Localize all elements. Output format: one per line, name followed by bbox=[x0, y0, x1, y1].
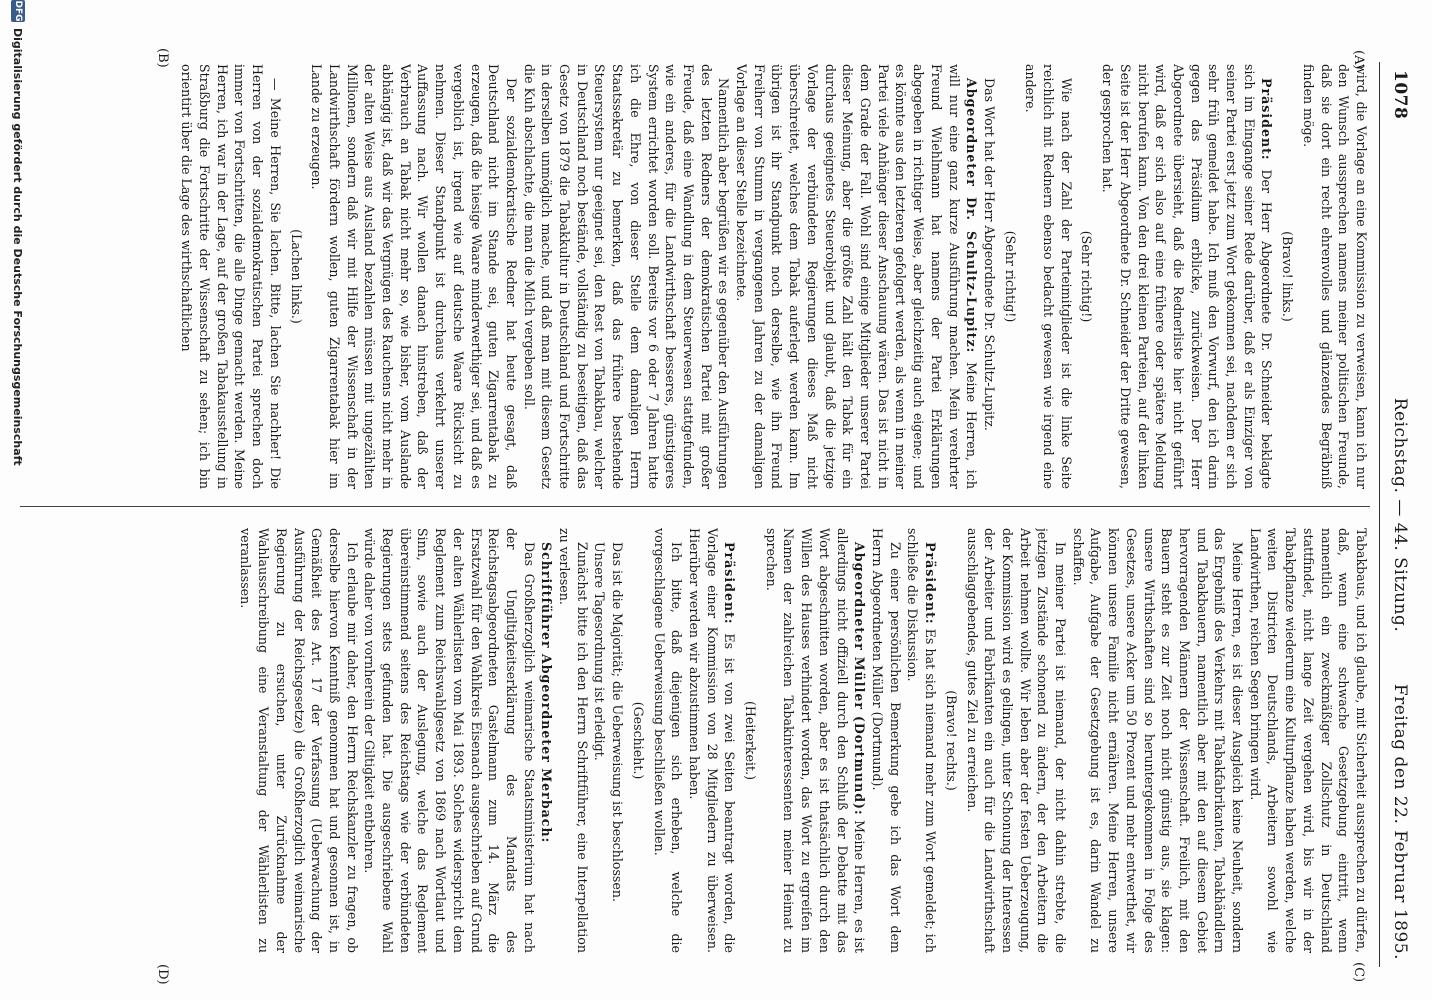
paragraph-text: Wie nach der Zahl der Parteimitglieder ist die linke Seite reichlich mit Rednern ebenso bedacht gewesen wie irgend eine andere. bbox=[1023, 64, 1074, 489]
stage-direction bbox=[1001, 64, 1019, 489]
text-paragraph bbox=[361, 528, 538, 953]
text-paragraph bbox=[1299, 64, 1370, 489]
stage-direction-text: (Sehr richtig!) bbox=[1079, 230, 1095, 323]
stage-direction-text: (Bravo! rechts.) bbox=[943, 690, 959, 791]
text-paragraph bbox=[555, 528, 590, 953]
paragraph-text: Zunächst bitte ich den Herrn Schriftführer, eine Interpellation zu verlesen. bbox=[557, 528, 590, 953]
text-paragraph bbox=[237, 528, 361, 953]
stage-direction bbox=[1078, 64, 1096, 489]
stage-direction bbox=[629, 528, 647, 953]
margin-marker-c: (C) bbox=[1351, 962, 1366, 983]
speech-text: Meine Herren, ich will nur eine ganz kurze Ausführung machen. Mein verehrter Freund Wiehlmann hat namens der Partei Erklärungen abgegeben in richtiger Weise, aber gleichzeitig auch eigene; und es könnte aus den letzteren gefolgert werden, als wenn in meiner Partei viele Anhänger dieser Anschauung wären. Das ist nicht in dem Grade der Fall. Wohl sind einige Mitglieder unserer Partei dieser Meinung, aber die größte Zahl hält den Tabak für ein durchaus geeignetes Steuerobjekt und glaubt, daß die jetzige Vorlage der verbündeten Regierungen dieses Maß nicht überschreitet, welches dem Tabak auferlegt werden kann. Im übrigen ist ihr Standpunkt noch derselbe, wie ihn Freund Freiherr von Stumm in vergangenen Jahren zu der damaligen Vorlage an dieser Stelle bezeichnete. bbox=[734, 64, 980, 489]
digitization-credit bbox=[8, 0, 28, 1000]
speech-paragraph bbox=[538, 528, 556, 953]
paragraph-text: Namentlich aber begrüßen wir es gegenüber den Ausführungen des letzten Redners der demokratischen Partei mit großer Freude, daß eine Wandlung in dem Steuerwesen stattgefunden, wie ein anderes, für die Landwirthschaft besseres, günstigeres System errichtet worden soll. Bereits vor 6 oder 7 Jahren hatte ich die Ehre, von dieser Stelle dem damaligen Herrn Staatssekretär zu bemerken, daß das frühere bestehende Steuersystem nur geeignet sei, den Rest von Tabakbau, welcher in Deutschland noch bestände, vollständig zu beseitigen, daß das Gesetz von 1879 die Tabakkultur in Deutschland und Fortschritte in derselben unmöglich mache, und daß man mit diesem Gesetz die Kuh abschlachte, die man die Milch vergeben soll. bbox=[521, 64, 732, 489]
left-column bbox=[30, 64, 1370, 489]
running-title: Reichstag. — 44. Sitzung. bbox=[1390, 397, 1410, 633]
speech-text: Es ist von zwei Seiten beantragt worden, die Vorlage einer Kommission von 28 Mitgliedern zu überweisen. Hierüber werden wir abzustimmen haben. bbox=[686, 528, 738, 953]
stage-direction-text: (Sehr richtig!) bbox=[1002, 230, 1018, 323]
speech-text: Der Herr Abgeordnete Dr. Schneider beklagte sich im Eingange seiner Rede darüber, daß er als Einziger von seiner Partei erst jetzt zum Wort gekommen sei, nachdem er sich sehr früh gemeldet habe. Ich muß den Vorwurf, den ich darin gegen das Präsidium erblicke, zurückweisen. Der Herr Abgeordnete übersieht, daß die Rednerliste hier nicht geführt wird, daß er sich also auf eine frühere oder spätere Meldung nicht berufen kann. Von den drei kleinen Parteien, auf der linken Seite ist der Herr Abgeordnete Dr. Schneider der Dritte gewesen, der gesprochen hat. bbox=[1100, 64, 1275, 489]
speech-paragraph bbox=[685, 528, 738, 953]
speaker-name: Schriftführer Abgeordneter Merbach: bbox=[539, 542, 555, 844]
stage-direction-text: (Bravo! links.) bbox=[1280, 231, 1296, 322]
stage-direction bbox=[942, 528, 960, 953]
text-paragraph bbox=[608, 528, 626, 953]
speech-paragraph bbox=[762, 528, 868, 953]
text-paragraph bbox=[178, 64, 284, 489]
text-paragraph bbox=[1246, 528, 1370, 953]
paragraph-text: Das Großherzoglich weimarische Staatsministerium hat nach der Ungiltigkeitserklärung des Mandats des Reichstagsabgeordneten Gastelmann zum 14. März die Ersatzwahl für den Wahlkreis Eisenach ausgeschrieben auf Grund der alten Wählerlisten vom Mai 1893. Solches widerspricht dem Reglement zum Reichswahlgesetz von 1869 nach Wortlaut und Sinn, sowie auch der Auslegung, welche das Reglement übereinstimmend seitens des Reichstags wie der verbündeten Regierungen stets gefunden hat. Die ausgeschriebene Wahl würde daher von vornherein der Giltigkeit entbehren. bbox=[362, 528, 537, 953]
text-paragraph bbox=[963, 528, 1069, 953]
session-date: Freitag den 22. Februar 1895. bbox=[1390, 683, 1410, 960]
paragraph-text: Das Wort hat der Herr Abgeordnete Dr. Schultz-Lupitz. bbox=[981, 78, 997, 431]
text-paragraph bbox=[591, 528, 609, 953]
margin-marker-d: (D) bbox=[155, 964, 170, 985]
paragraph-text: Meine Herren, es ist dieser Ausgleich keine Neuheit, sondern das Ergebniß des Verkehrs mit Tabakfabrikanten, Tabakhändlern und Tabakbauern, namentlich aber mit den auf diesem Gebiet hervorragenden Männern der Wissenschaft. Freilich, mit den Bauern steht es zur Zeit noch nicht günstig aus, sie klagen: unsere Wirthschaften sind so heruntergekommen in Folge des Gesetzes, unsere Acker um 50 Prozent und mehr entwerthet, wir können unsere Familie nicht ernähren. Meine Herren, unsere Aufgabe, Aufgabe der Gesetzgebung ist es, darin Wandel zu schaffen. bbox=[1070, 528, 1246, 953]
paragraph-text: Der sozialdemokratische Redner hat heute gesagt, daß Deutschland nicht im Stande sei, guten Zigarrentabak zu erzeugen, daß die hiesige Waare minderwerthiger sei, und daß es vergeblich ist, irgend wie auf deutsche Waare Rücksicht zu nehmen. Dieser Standpunkt ist durchaus verkehrt unserer Auffassung nach. Wir wollen danach hinstreben, daß der Verbrauch an Tabak nicht mehr so, wie bisher, vom Auslande abhängig ist, daß wir das Vergnügen des Rauchens nicht mehr in der alten Weise aus Ausland bezahlen müssen mit ungezählten Millionen, sondern daß wir mit Hilfe der Wissenschaft in der Landwirthschaft fördern wollen, guten Zigarrentabak hier im Lande zu erzeugen. bbox=[309, 64, 519, 489]
speech-text: Es hat sich niemand mehr zum Wort gemeldet; ich schließe die Diskussion. bbox=[905, 528, 939, 953]
dfg-logo: DFG bbox=[13, 0, 23, 22]
text-paragraph bbox=[520, 64, 732, 489]
credit-text: Digitalisierung gefördert durch die Deutsche Forschungsgemeinschaft bbox=[11, 28, 25, 466]
paragraph-text: — Meine Herren, Sie lachen. Bitte, lachen Sie nachher! Die Herren von der sozialdemokratischen Partei sprechen doch immer von Fortschritten, die alle Dinge gemacht werden. Meine Herren, ich war in der Lage, auf der großen Tabakausstellung in Straßburg die Fortschritte der Wissenschaft zu sehen; ich bin orientirt über die Lage des wirthschaftlichen bbox=[179, 64, 283, 489]
stage-direction-text: (Lachen links.) bbox=[288, 229, 304, 324]
paragraph-text: Tabakbaus, und ich glaube, mit Sicherheit aussprechen zu dürfen, daß, wenn eine schwache Gesetzgebung eintritt, wenn namentlich ein zweckmäßiger Zollschutz in Deutschland stattfindet, nicht lange Zeit vergehen wird, bis wir in der Tabakpflanze wiederum eine Kulturpflanze haben werden, welche weiten Districten Deutschlands, Arbeitern sowohl wie Landwirthen, reichen Segen bringen wird. bbox=[1247, 528, 1369, 953]
paragraph-text: Ich erlaube mir daher, den Herrn Reichskanzler zu fragen, ob derselbe hiervon Kenntniß genommen hat und gesonnen ist, in Gemäßheit des Art. 17 der Verfassung (Ueberwachung der Ausführung der Reichsgesetze) die Großherzoglich weimarische Regierung zu ersuchen, unter Zurücknahme der Wahlausschreibung eine Veranstaltung der Wählerlisten zu veranlassen. bbox=[238, 528, 360, 953]
stage-direction bbox=[287, 64, 305, 489]
margin-marker-b: (B) bbox=[155, 48, 170, 68]
paragraph-text: wird, die Vorlage an eine Kommission zu verweisen, kann ich nur den Wunsch aussprechen namens meiner politischen Freunde, daß sie dort ein recht ehrenvolles und glänzendes Begräbniß finden möge. bbox=[1300, 64, 1369, 489]
header-rule bbox=[1379, 62, 1380, 967]
speaker-name: Präsident: bbox=[722, 542, 738, 625]
speaker-name: Abgeordneter Müller (Dortmund): bbox=[852, 542, 868, 816]
speech-paragraph bbox=[1098, 64, 1275, 489]
stage-direction-text: (Geschieht.) bbox=[630, 701, 646, 780]
right-column bbox=[30, 528, 1370, 953]
speech-paragraph bbox=[732, 64, 980, 489]
text-paragraph bbox=[1022, 64, 1075, 489]
speaker-name: Präsident: bbox=[1259, 78, 1275, 161]
page-header bbox=[1386, 70, 1410, 960]
stage-direction-text: (Heiterkeit.) bbox=[743, 701, 759, 780]
stage-direction bbox=[741, 528, 759, 953]
text-paragraph bbox=[868, 528, 903, 953]
stage-direction bbox=[1278, 64, 1296, 489]
text-paragraph bbox=[650, 528, 685, 953]
paragraph-text: Das ist die Majorität; die Ueberweisung ist beschlossen. bbox=[610, 542, 626, 902]
paragraph-text: In meiner Partei ist niemand, der nicht dahin strebte, die jetzigen Zustände schonend zu ändern, der den Arbeitern die Arbeit nehmen wollte. Wir leben aber der festen Ueberzeugung, der Kommission wird es gelingen, unter Schonung der Interessen der Arbeiter und Fabrikanten ein auch für die Landwirthschaft ausschlaggebendes, gutes Ziel zu erreichen. bbox=[964, 528, 1069, 953]
speech-paragraph bbox=[904, 528, 939, 953]
speaker-name: Präsident: bbox=[923, 542, 939, 625]
column-divider bbox=[20, 506, 1370, 507]
paragraph-text: Ich bitte, daß diejenigen sich erheben, welche die vorgeschlagene Ueberweisung beschließen wollen. bbox=[651, 528, 685, 953]
text-paragraph bbox=[980, 64, 998, 489]
speech-text: Meine Herren, es ist allerdings nicht offiziell durch den Schluß der Debatte mit das Wort abgeschnitten worden, aber es ist thatsächlich durch den Willen des Hauses verhindert worden, das Wort zu ergreifen im Namen der zahlreichen Tabakinteressenten meiner Heimat zu sprechen. bbox=[763, 528, 868, 953]
text-paragraph bbox=[308, 64, 520, 489]
speaker-name: Abgeordneter Dr. Schultz-Lupitz: bbox=[964, 78, 980, 354]
paragraph-text: Unsere Tagesordnung ist erledigt. bbox=[592, 542, 608, 761]
page-number: 1078 bbox=[1390, 70, 1410, 120]
text-paragraph bbox=[1069, 528, 1246, 953]
paragraph-text: Zu einer persönlichen Bemerkung gebe ich das Wort dem Herrn Abgeordneten Müller (Dortmund). bbox=[870, 528, 903, 953]
margin-marker-a: (A) bbox=[1351, 50, 1366, 70]
